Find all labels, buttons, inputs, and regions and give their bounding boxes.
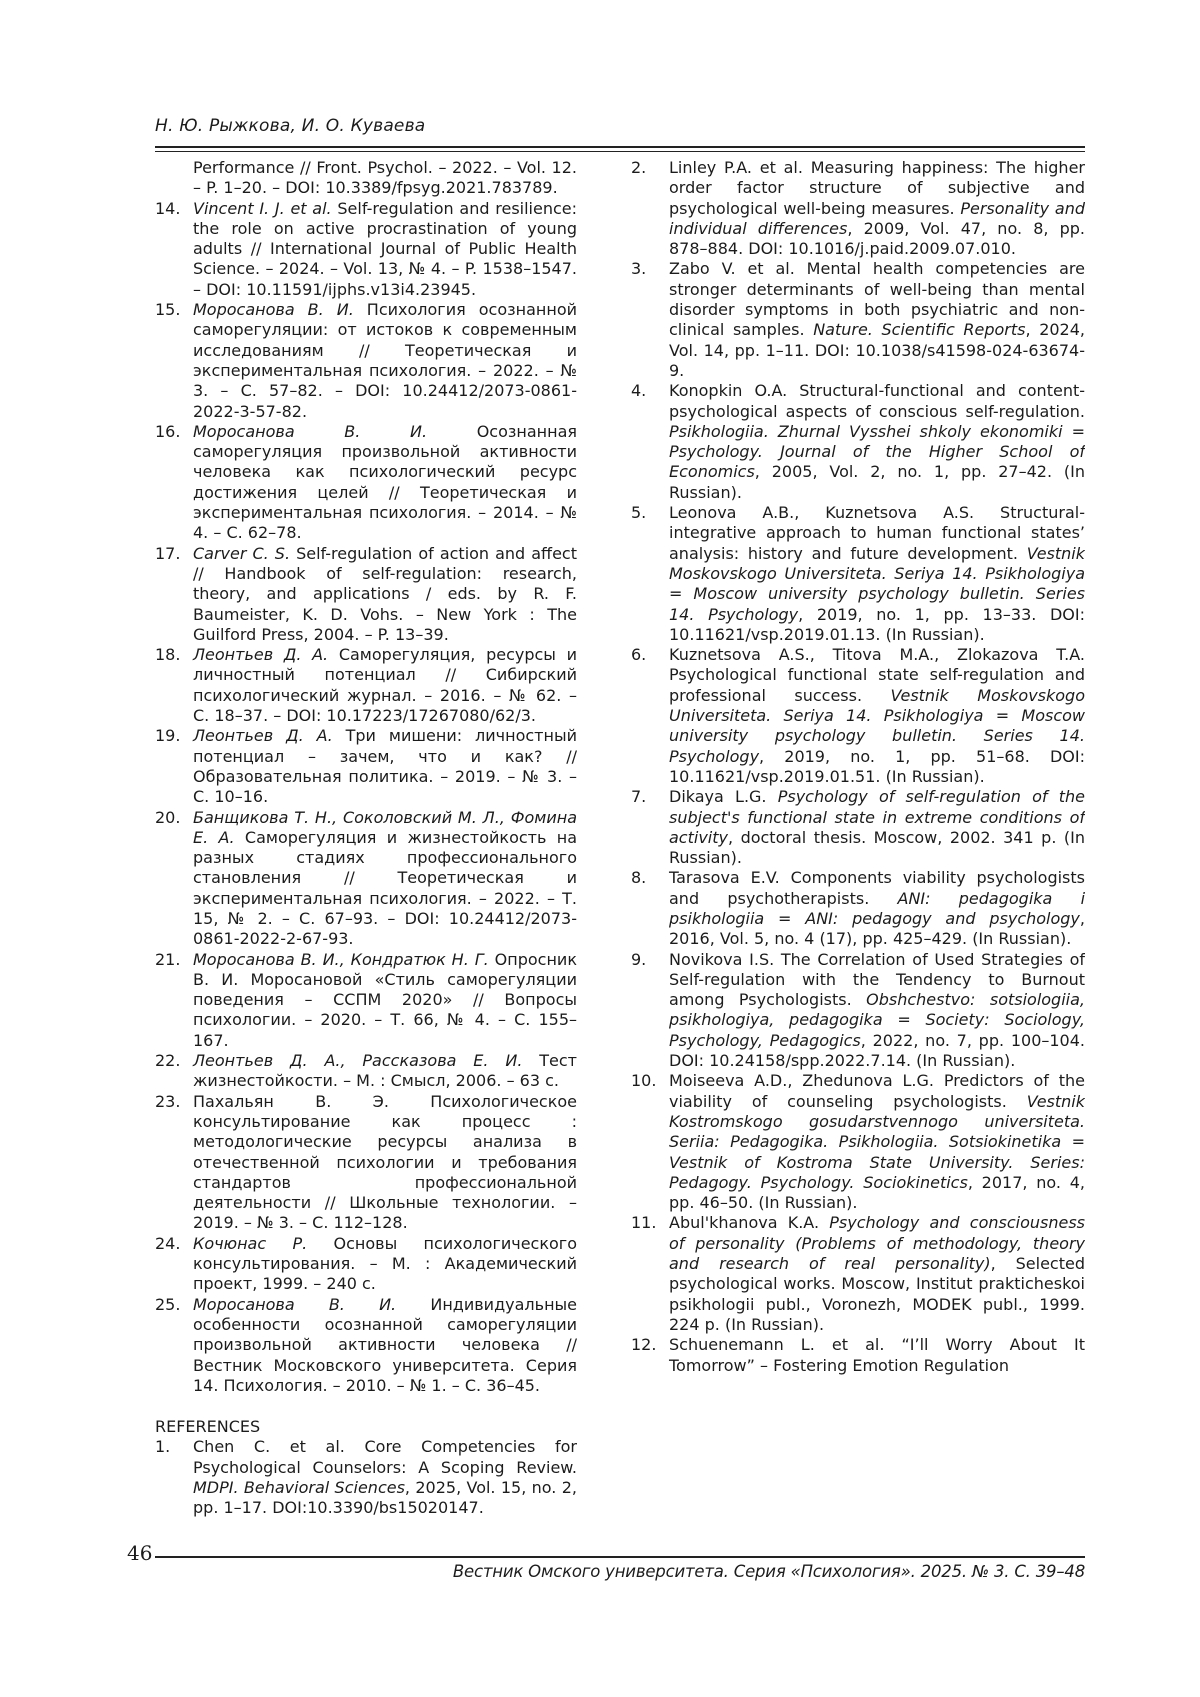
reference-text: Chen C. et al. Core Competencies for Psychological Counselors: A Scoping Review. MDPI. Behavioral Sciences, 2025, Vol. 15, no. 2, pp. 1–17. DOI:10.3390/bs15020147.: [193, 1437, 577, 1518]
reference-text: Schuenemann L. et al. “I’ll Worry About It Tomorrow” – Fostering Emotion Regulation: [669, 1335, 1085, 1375]
reference-text: Moiseeva A.D., Zhedunova L.G. Predictors of the viability of counseling psychologists. Vestnik Kostromskogo gosudarstvennogo universiteta. Seriia: Pedagogika. Psikhologiia. Sotsiokinetika = Vestnik of Kostroma State University. Series: Pedagogy. Psychology. Sociokinetics, 2017, no. 4, pp. 46–50. (In Russian).: [669, 1071, 1085, 1213]
reference-text: Dikaya L.G. Psychology of self-regulation of the subject's functional state in extreme conditions of activity, doctoral thesis. Moscow, 2002. 341 p. (In Russian).: [669, 787, 1085, 868]
reference-number: 6.: [631, 645, 647, 665]
reference-text: Performance // Front. Psychol. – 2022. – Vol. 12. – P. 1–20. – DOI: 10.3389/fpsyg.2021.783789.: [193, 158, 577, 198]
reference-number: 23.: [155, 1091, 181, 1111]
reference-number: 25.: [155, 1294, 181, 1314]
reference-number: 18.: [155, 645, 181, 665]
reference-item: [631, 645, 1085, 787]
reference-item: [155, 808, 577, 950]
reference-number: 3.: [631, 259, 647, 279]
references-section: [155, 158, 1085, 1550]
reference-item: [631, 381, 1085, 503]
reference-item: [155, 422, 577, 544]
reference-item: [155, 645, 577, 726]
reference-number: 21.: [155, 949, 181, 969]
reference-item: [631, 1071, 1085, 1213]
references-heading: REFERENCES: [155, 1417, 261, 1437]
reference-item: [155, 1437, 577, 1518]
reference-number: 2.: [631, 158, 647, 177]
reference-item: [631, 787, 1085, 868]
reference-continuation: [155, 158, 577, 199]
reference-text: Tarasova E.V. Components viability psychologists and psychotherapists. ANI: pedagogika i psikhologiia = ANI: pedagogy and psychology, 2016, Vol. 5, no. 4 (17), pp. 425–429. (In Russian).: [669, 868, 1085, 949]
reference-item: [155, 1295, 577, 1396]
reference-text: Моросанова В. И., Кондратюк Н. Г. Опросник В. И. Моросановой «Стиль саморегуляции поведения – ССПМ 2020» // Вопросы психологии. – 2020. – Т. 66, № 4. – С. 155–167.: [193, 949, 577, 1050]
reference-text: Моросанова В. И. Психология осознанной саморегуляции: от истоков к современным исследованиям // Теоретическая и экспериментальная психология. – 2022. – № 3. – С. 57–82. – DOI: 10.24412/2073-0861-2022-3-57-82.: [193, 300, 577, 421]
english-references-list-right: [631, 158, 1085, 1376]
reference-number: 5.: [631, 503, 647, 523]
reference-text: Пахальян В. Э. Психологическое консультирование как процесс : методологические ресурсы анализа в отечественной психологии и требования стандартов профессиональной деятельности // Школьные технологии. – 2019. – № 3. – С. 112–128.: [193, 1091, 577, 1233]
reference-number: 19.: [155, 726, 181, 746]
reference-number: 10.: [631, 1071, 657, 1091]
reference-number: 14.: [155, 198, 181, 218]
reference-text: Моросанова В. И. Индивидуальные особенности осознанной саморегуляции произвольной активности человека // Вестник Московского университета. Серия 14. Психология. – 2010. – № 1. – С. 36–45.: [193, 1294, 578, 1395]
reference-item: [631, 259, 1085, 381]
reference-text: Kuznetsova A.S., Titova M.A., Zlokazova T.A. Psychological functional state self-regulation and professional success. Vestnik Moskovskogo Universiteta. Seriya 14. Psikhologiya = Moscow university psychology bulletin. Series 14. Psychology, 2019, no. 1, pp. 51–68. DOI: 10.11621/vsp.2019.01.51. (In Russian).: [669, 645, 1085, 786]
reference-item: [631, 503, 1085, 645]
left-column: [155, 158, 577, 1550]
reference-item: [631, 1335, 1085, 1376]
reference-text: Леонтьев Д. А., Рассказова Е. И. Тест жизнестойкости. – М. : Смысл, 2006. – 63 с.: [193, 1051, 577, 1091]
reference-number: 16.: [155, 421, 181, 441]
reference-text: Vincent I. J. et al. Self-regulation and resilience: the role on active procrastination of young adults // International Journal of Public Health Science. – 2024. – Vol. 13, № 4. – P. 1538–1547. – DOI: 10.11591/ijphs.v13i4.23945.: [193, 198, 578, 299]
reference-number: 22.: [155, 1051, 181, 1071]
reference-item: [155, 1051, 577, 1092]
reference-item: [631, 1213, 1085, 1335]
reference-text: Abul'khanova K.A. Psychology and consciousness of personality (Problems of methodology, theory and research of real personality), Selected psychological works. Moscow, Institut prakticheskoi psikhologii publ., Voronezh, MODEK publ., 1999. 224 p. (In Russian).: [669, 1213, 1085, 1334]
header-rule: [155, 146, 1085, 152]
reference-text: Leonova A.B., Kuznetsova A.S. Structural-integrative approach to human functional states’ analysis: history and future development. Vestnik Moskovskogo Universiteta. Seriya 14. Psikhologiya = Moscow university psychology bulletin. Series 14. Psychology, 2019, no. 1, pp. 13–33. DOI: 10.11621/vsp.2019.01.13. (In Russian).: [669, 503, 1085, 644]
reference-text: Моросанова В. И. Осознанная саморегуляция произвольной активности человека как психологический ресурс достижения целей // Теоретическая и экспериментальная психология. – 2014. – № 4. – С. 62–78.: [193, 421, 577, 543]
reference-number: 9.: [631, 949, 647, 969]
reference-text: Linley P.A. et al. Measuring happiness: The higher order factor structure of subjective and psychological well-being measures. Personality and individual differences, 2009, Vol. 47, no. 8, pp. 878–884. DOI: 10.1016/j.paid.2009.07.010.: [669, 158, 1085, 259]
reference-number: 1.: [155, 1437, 171, 1457]
reference-item: [155, 199, 577, 300]
reference-text: Carver C. S. Self-regulation of action and affect // Handbook of self-regulation: research, theory, and applications / eds. by R. F. Baumeister, K. D. Vohs. – New York : The Guilford Press, 2004. – P. 13–39.: [193, 543, 577, 644]
reference-item: [155, 544, 577, 645]
reference-text: Novikova I.S. The Correlation of Used Strategies of Self-regulation with the Tendency to Burnout among Psychologists. Obshchestvo: sotsiologiia, psikhologiya, pedagogika = Society: Sociology, Psychology, Pedagogics, 2022, no. 7, pp. 100–104. DOI: 10.24158/spp.2022.7.14. (In Russian).: [669, 949, 1085, 1071]
reference-number: 17.: [155, 543, 181, 563]
reference-item: [631, 158, 1085, 259]
russian-references-list: [155, 199, 577, 1397]
page-number: 46: [127, 1541, 153, 1565]
reference-item: [155, 1234, 577, 1295]
reference-number: 15.: [155, 300, 181, 320]
header-authors: Н. Ю. Рыжкова, И. О. Куваева: [155, 116, 426, 136]
reference-text: Банщикова Т. Н., Соколовский М. Л., Фомина Е. А. Саморегуляция и жизнестойкость на разных стадиях профессионального становления // Теоретическая и экспериментальная психология. – 2022. – Т. 15, № 2. – С. 67–93. – DOI: 10.24412/2073-0861-2022-2-67-93.: [193, 807, 578, 949]
footer-journal-line: Вестник Омского университета. Серия «Психология». 2025. № 3. С. 39–48: [452, 1562, 1085, 1581]
english-references-list-left: [155, 1437, 577, 1518]
reference-item: [155, 1092, 577, 1234]
reference-item: [155, 300, 577, 422]
reference-item: [631, 950, 1085, 1072]
reference-number: 24.: [155, 1233, 181, 1253]
reference-text: Zabo V. et al. Mental health competencies are stronger determinants of well-being than mental disorder symptoms in both psychiatric and non-clinical samples. Nature. Scientific Reports, 2024, Vol. 14, pp. 1–11. DOI: 10.1038/s41598-024-63674-9.: [669, 259, 1085, 380]
reference-number: 12.: [631, 1335, 657, 1355]
reference-number: 4.: [631, 381, 647, 401]
reference-number: 11.: [631, 1213, 657, 1233]
reference-text: Леонтьев Д. А. Три мишени: личностный потенциал – зачем, что и как? // Образовательная политика. – 2019. – № 3. – С. 10–16.: [193, 726, 577, 807]
reference-number: 8.: [631, 868, 647, 888]
reference-text: Кочюнас Р. Основы психологического консультирования. – М. : Академический проект, 1999. – 240 с.: [193, 1233, 577, 1294]
reference-item: [155, 726, 577, 807]
right-column: [631, 158, 1085, 1550]
reference-number: 20.: [155, 807, 181, 827]
reference-text: Konopkin O.A. Structural-functional and content-psychological aspects of conscious self-regulation. Psikhologiia. Zhurnal Vysshei shkoly ekonomiki = Psychology. Journal of the Higher School of Economics, 2005, Vol. 2, no. 1, pp. 27–42. (In Russian).: [669, 381, 1085, 502]
reference-item: [155, 950, 577, 1051]
reference-item: [631, 868, 1085, 949]
reference-number: 7.: [631, 787, 647, 807]
footer-rule: [155, 1556, 1085, 1558]
reference-text: Леонтьев Д. А. Саморегуляция, ресурсы и личностный потенциал // Сибирский психологический журнал. – 2016. – № 62. – С. 18–37. – DOI: 10.17223/17267080/62/3.: [193, 645, 578, 726]
